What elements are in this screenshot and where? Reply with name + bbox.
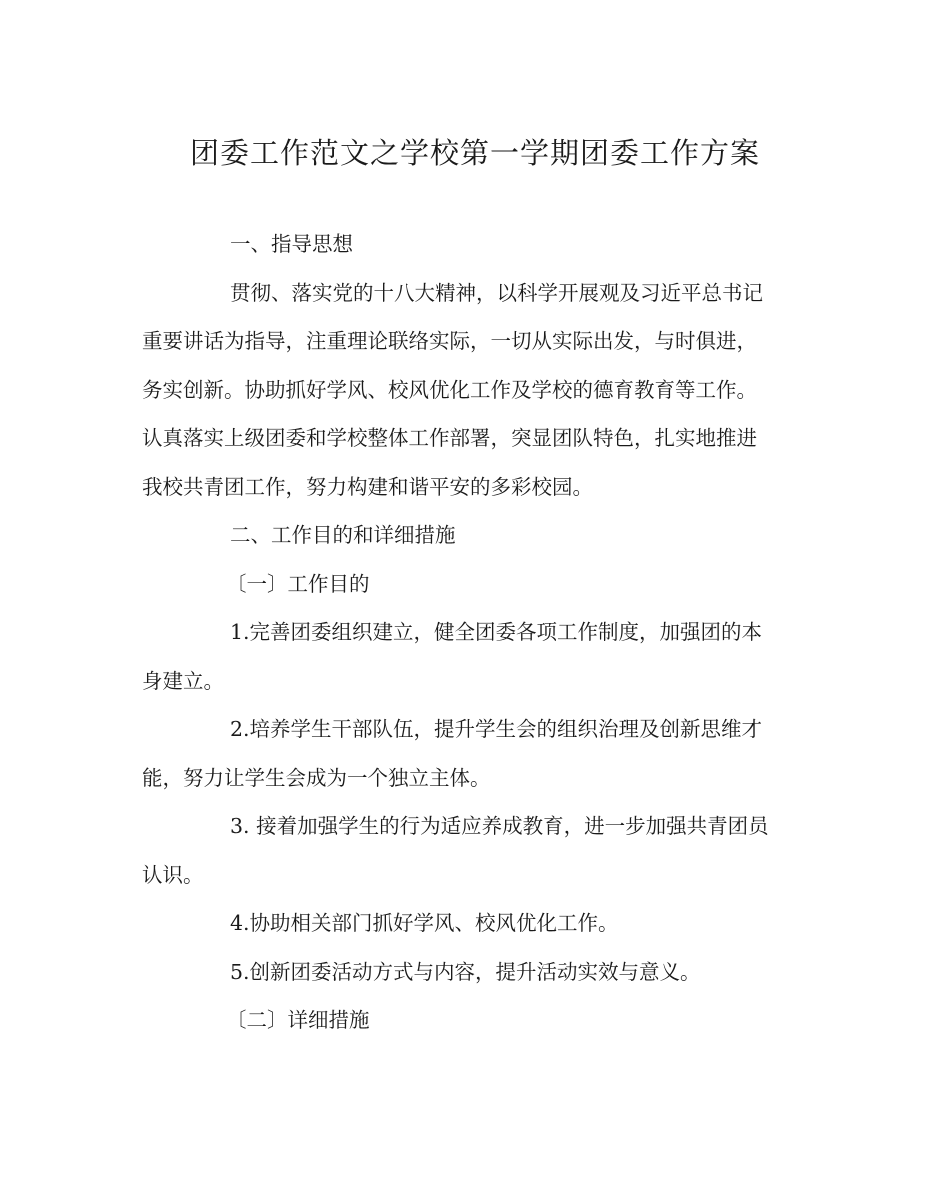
- paragraph-line: 重要讲话为指导，注重理论联络实际，一切从实际出发，与时俱进，: [142, 329, 757, 353]
- subsection-heading-goals: 〔一〕工作目的: [226, 571, 370, 596]
- subsection-heading-measures: 〔二〕详细措施: [226, 1008, 370, 1032]
- document-body: [142, 220, 810, 1045]
- document-title: 团委工作范文之学校第一学期团委工作方案: [189, 136, 760, 170]
- goal-item-4: 4.协助相关部门抓好学风、校风优化工作。: [230, 911, 619, 935]
- paragraph-line: 务实创新。协助抓好学风、校风优化工作及学校的德育教育等工作。: [142, 377, 757, 402]
- goal-item-2-continuation: 能，努力让学生会成为一个独立主体。: [142, 765, 491, 790]
- section-heading-guiding-ideology: 一、指导思想: [230, 232, 353, 256]
- goal-item-2: 2.培养学生干部队伍，提升学生会的组织治理及创新思维才: [230, 717, 763, 741]
- goal-item-5: 5.创新团委活动方式与内容，提升活动实效与意义。: [230, 959, 701, 984]
- goal-item-3: 3. 接着加强学生的行为适应养成教育，进一步加强共青团员: [230, 814, 769, 838]
- paragraph-line: 我校共青团工作，努力构建和谐平安的多彩校园。: [142, 474, 593, 499]
- paragraph-line: 贯彻、落实党的十八大精神，以科学开展观及习近平总书记: [230, 280, 763, 305]
- paragraph-line: 认真落实上级团委和学校整体工作部署，突显团队特色，扎实地推进: [142, 426, 757, 450]
- goal-item-3-continuation: 认识。: [142, 862, 204, 887]
- goal-item-1-continuation: 身建立。: [142, 668, 224, 693]
- goal-item-1: 1.完善团委组织建立，健全团委各项工作制度，加强团的本: [230, 620, 763, 644]
- section-heading-goals-measures: 二、工作目的和详细措施: [230, 523, 456, 547]
